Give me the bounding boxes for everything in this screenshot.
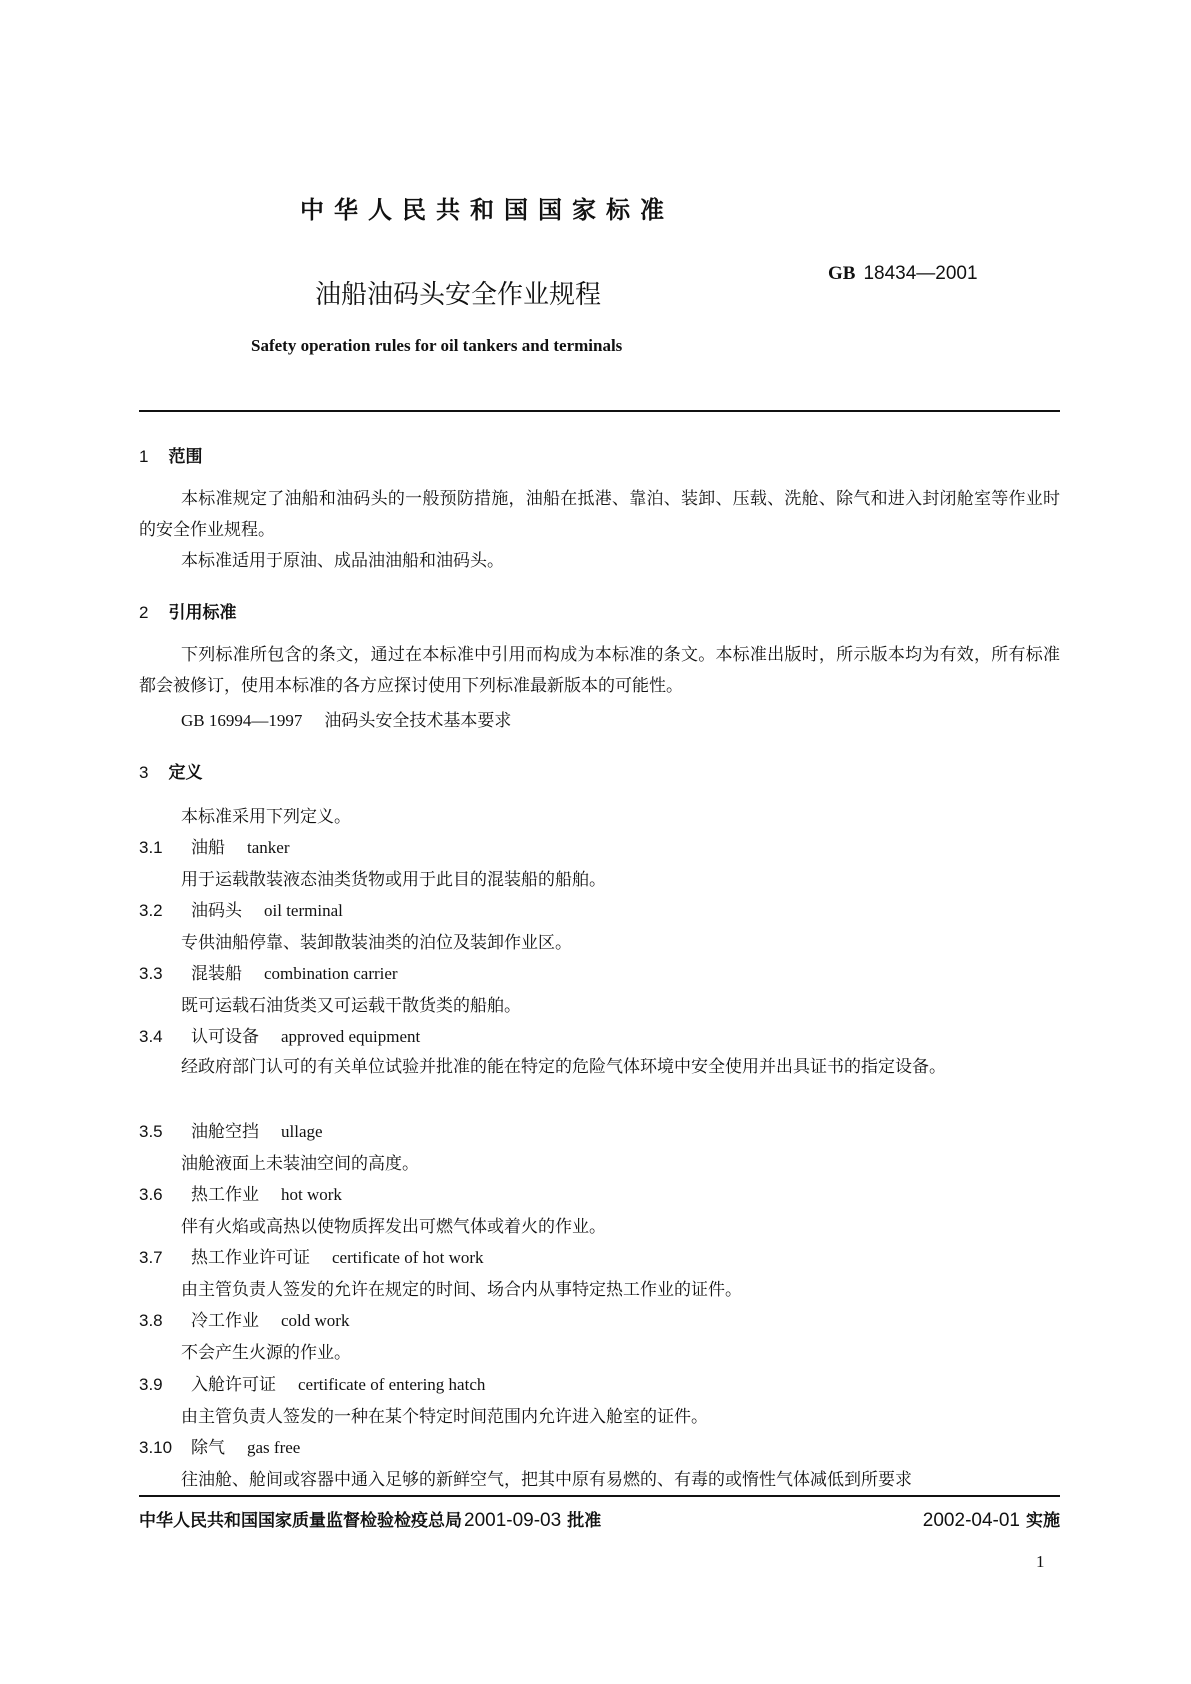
term-en: combination carrier: [264, 964, 398, 983]
reference-code: GB 16994—1997: [181, 711, 303, 730]
term-cn: 认可设备: [191, 1027, 259, 1047]
standard-number: 18434—2001: [863, 263, 978, 284]
effective-date: 2002-04-01: [922, 1510, 1020, 1531]
term-definition: 经政府部门认可的有关单位试验并批准的能在特定的危险气体环境中安全使用并出具证书的指定设备。: [181, 1057, 946, 1077]
term-en: cold work: [281, 1311, 350, 1330]
section-title: 引用标准: [168, 603, 237, 623]
section-number: 3: [139, 763, 149, 782]
standard-code: [828, 262, 978, 285]
definitions-intro: 本标准采用下列定义。: [181, 807, 351, 827]
term-number: 3.8: [139, 1311, 163, 1330]
header-divider: [139, 410, 1060, 412]
scope-paragraph-1: 本标准规定了油船和油码头的一般预防措施，油船在抵港、靠泊、装卸、压载、洗舱、除气和进入封闭舱室等作业时的安全作业规程。: [139, 489, 1060, 540]
term-number: 3.2: [139, 901, 163, 920]
term-cn: 冷工作业: [191, 1311, 259, 1331]
term-number: 3.4: [139, 1027, 163, 1046]
term-heading: [139, 1433, 300, 1458]
term-en: tanker: [247, 838, 290, 857]
national-standard-heading: 中华人民共和国国家标准: [300, 196, 674, 224]
effective-line: [923, 1506, 1060, 1532]
section-number: 1: [139, 447, 149, 466]
term-heading: [139, 1370, 485, 1395]
term-cn: 除气: [191, 1438, 225, 1458]
section-heading-references: [139, 598, 236, 623]
document-title-en: Safety operation rules for oil tankers and terminals: [251, 336, 623, 355]
term-number: 3.1: [139, 838, 163, 857]
effective-label: 实施: [1026, 1511, 1060, 1531]
term-en: hot work: [281, 1185, 342, 1204]
term-cn: 入舱许可证: [191, 1375, 276, 1395]
term-heading: [139, 896, 343, 921]
approved-label: 批准: [567, 1511, 602, 1531]
term-en: ullage: [281, 1122, 323, 1141]
term-definition: 往油舱、舱间或容器中通入足够的新鲜空气，把其中原有易燃的、有毒的或惰性气体减低到所要求: [181, 1470, 912, 1490]
term-number: 3.7: [139, 1248, 163, 1267]
reference-title: 油码头安全技术基本要求: [324, 711, 512, 731]
term-number: 3.6: [139, 1185, 163, 1204]
section-heading-definitions: [139, 758, 202, 783]
section-number: 2: [139, 603, 149, 622]
term-en: certificate of hot work: [332, 1248, 484, 1267]
term-cn: 油码头: [191, 901, 242, 921]
term-en: certificate of entering hatch: [298, 1375, 486, 1394]
term-heading: [139, 833, 289, 858]
term-number: 3.5: [139, 1122, 163, 1141]
term-number: 3.10: [139, 1438, 173, 1457]
scope-paragraph-2: 本标准适用于原油、成品油油船和油码头。: [181, 551, 504, 571]
term-cn: 热工作业许可证: [191, 1248, 310, 1268]
page-number: 1: [1036, 1552, 1045, 1571]
term-definition: 既可运载石油货类又可运载干散货类的船舶。: [181, 996, 521, 1016]
term-cn: 油舱空挡: [191, 1122, 259, 1142]
footer-divider: [139, 1495, 1060, 1497]
term-number: 3.9: [139, 1375, 163, 1394]
term-heading: [139, 959, 398, 984]
term-definition: 由主管负责人签发的一种在某个特定时间范围内允许进入舱室的证件。: [181, 1407, 708, 1427]
reference-item: [181, 706, 511, 731]
term-heading: [139, 1117, 323, 1142]
references-paragraph: 下列标准所包含的条文，通过在本标准中引用而构成为本标准的条文。本标准出版时，所示版本均为有效，所有标准都会被修订，使用本标准的各方应探讨使用下列标准最新版本的可能性。: [139, 645, 1060, 696]
term-en: oil terminal: [264, 901, 343, 920]
term-definition: 不会产生火源的作业。: [181, 1343, 351, 1363]
term-number: 3.3: [139, 964, 163, 983]
term-en: approved equipment: [281, 1027, 421, 1046]
term-definition: 由主管负责人签发的允许在规定的时间、场合内从事特定热工作业的证件。: [181, 1280, 742, 1300]
section-title: 范围: [168, 447, 203, 467]
term-heading: [139, 1180, 342, 1205]
document-title-cn: 油船油码头安全作业规程: [315, 280, 602, 310]
term-heading: [139, 1243, 484, 1268]
term-definition: 伴有火焰或高热以使物质挥发出可燃气体或着火的作业。: [181, 1217, 606, 1237]
approval-line: [139, 1506, 601, 1532]
term-heading: [139, 1022, 420, 1047]
term-heading: [139, 1306, 349, 1331]
term-definition: 用于运载散装液态油类货物或用于此目的混装船的船舶。: [181, 870, 606, 890]
section-heading-scope: [139, 442, 202, 467]
issuer: 中华人民共和国国家质量监督检验检疫总局: [139, 1511, 462, 1531]
approved-date: 2001-09-03: [464, 1510, 562, 1531]
term-definition: 专供油船停靠、装卸散装油类的泊位及装卸作业区。: [181, 933, 572, 953]
term-cn: 油船: [191, 838, 225, 858]
term-definition: 油舱液面上未装油空间的高度。: [181, 1154, 419, 1174]
term-en: gas free: [247, 1438, 301, 1457]
term-cn: 热工作业: [191, 1185, 259, 1205]
term-cn: 混装船: [191, 964, 242, 984]
standard-prefix: GB: [828, 263, 856, 284]
section-title: 定义: [168, 763, 203, 783]
